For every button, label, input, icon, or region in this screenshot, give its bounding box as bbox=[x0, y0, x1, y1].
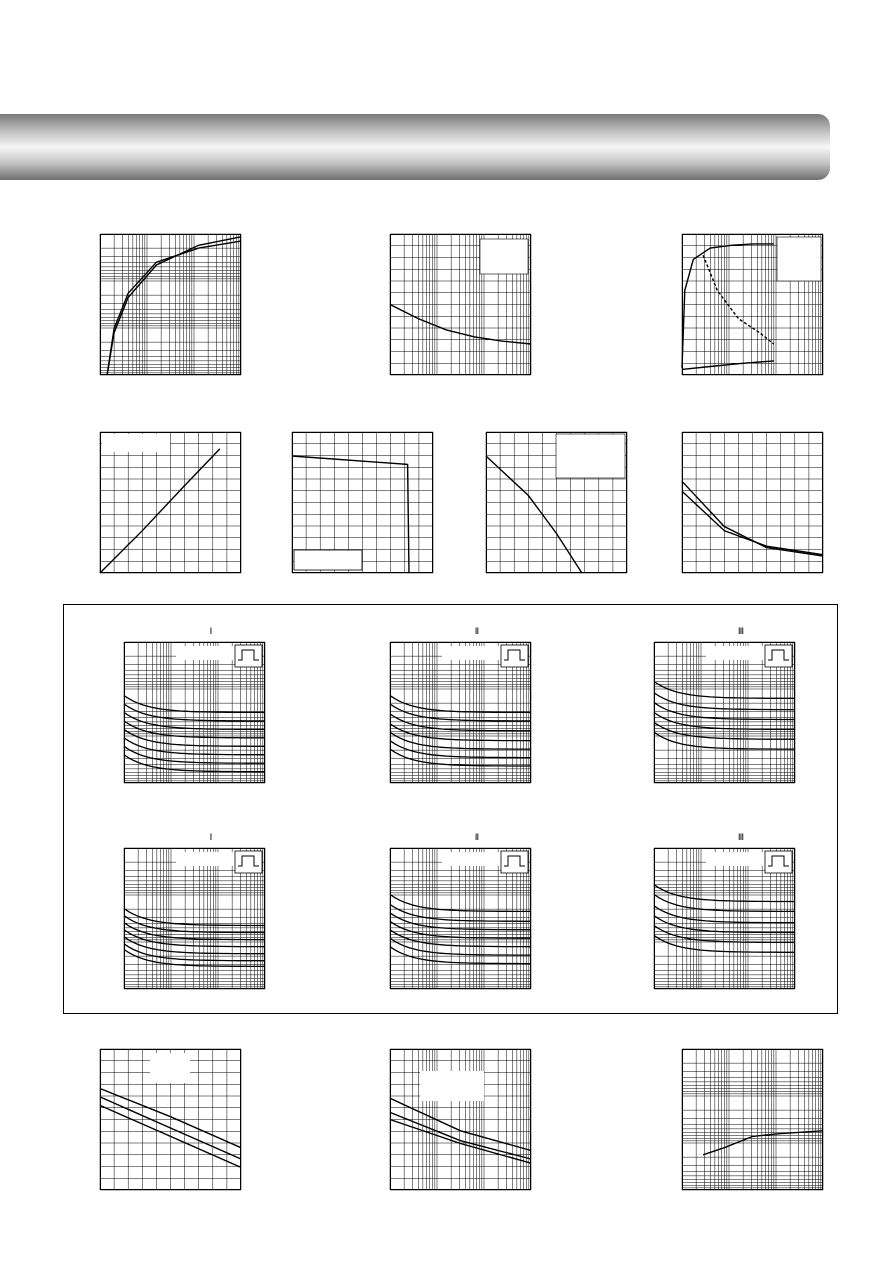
series-line bbox=[390, 904, 531, 921]
series-line bbox=[390, 305, 531, 345]
chart-c4 bbox=[100, 432, 241, 573]
series-line bbox=[107, 241, 241, 375]
chart-c1 bbox=[100, 234, 241, 375]
inset-box bbox=[777, 237, 821, 281]
series-line bbox=[390, 1098, 531, 1150]
chart-c9 bbox=[390, 1049, 531, 1190]
chart-c10 bbox=[682, 1049, 823, 1190]
chart-p3 bbox=[654, 642, 795, 783]
series-line bbox=[390, 724, 531, 741]
panel-label-4: Ⅰ bbox=[209, 832, 213, 842]
panel-label-1: Ⅰ bbox=[209, 626, 213, 636]
series-line bbox=[654, 935, 795, 952]
series-line bbox=[654, 722, 795, 739]
chart-p2 bbox=[390, 642, 531, 783]
chart-c5 bbox=[292, 432, 433, 573]
series-line bbox=[654, 895, 795, 912]
label-patch bbox=[706, 852, 766, 866]
series-line bbox=[682, 244, 774, 368]
pulse-icon bbox=[235, 851, 262, 873]
chart-p6 bbox=[654, 848, 795, 989]
plot-frame bbox=[683, 1050, 823, 1190]
series-line bbox=[654, 713, 795, 730]
chart-c6 bbox=[486, 432, 627, 573]
series-line bbox=[107, 237, 241, 375]
plot-frame bbox=[101, 235, 241, 375]
series-line bbox=[654, 885, 795, 902]
chart-p4 bbox=[124, 848, 265, 989]
panel-label-3: Ⅲ bbox=[737, 626, 745, 636]
chart-c8 bbox=[100, 1049, 241, 1190]
series-line bbox=[654, 732, 795, 749]
chart-c2 bbox=[390, 234, 531, 375]
series-line bbox=[124, 950, 265, 967]
series-line bbox=[703, 255, 774, 344]
pulse-icon bbox=[235, 645, 262, 667]
series-line bbox=[654, 703, 795, 720]
inset-box bbox=[556, 434, 625, 478]
label-patch bbox=[442, 646, 502, 660]
label-patch bbox=[442, 852, 502, 866]
panel-label-2: Ⅱ bbox=[474, 626, 480, 636]
label-patch bbox=[294, 550, 362, 570]
label-patch bbox=[176, 646, 236, 660]
series-line bbox=[654, 906, 795, 923]
header-band bbox=[0, 114, 830, 180]
series-line bbox=[390, 696, 531, 713]
pulse-icon bbox=[765, 851, 792, 873]
pulse-icon bbox=[765, 645, 792, 667]
series-line bbox=[682, 361, 774, 370]
series-line bbox=[124, 696, 265, 713]
label-patch bbox=[706, 646, 766, 660]
chart-c3 bbox=[682, 234, 823, 375]
label-patch bbox=[420, 1071, 484, 1101]
panel-label-5: Ⅱ bbox=[474, 832, 480, 842]
series-line bbox=[654, 916, 795, 933]
chart-p1 bbox=[124, 642, 265, 783]
pulse-icon bbox=[501, 851, 528, 873]
series-line bbox=[654, 682, 795, 699]
pulse-icon bbox=[501, 645, 528, 667]
label-patch bbox=[150, 1053, 190, 1083]
chart-c7 bbox=[682, 432, 823, 573]
series-line bbox=[124, 909, 265, 926]
chart-p5 bbox=[390, 848, 531, 989]
series-line bbox=[390, 714, 531, 731]
inset-box bbox=[480, 239, 528, 274]
label-patch bbox=[176, 852, 236, 866]
series-line bbox=[390, 895, 531, 912]
panel-label-6: Ⅲ bbox=[737, 832, 745, 842]
series-line bbox=[100, 449, 220, 573]
series-line bbox=[654, 693, 795, 710]
label-patch bbox=[102, 434, 170, 452]
